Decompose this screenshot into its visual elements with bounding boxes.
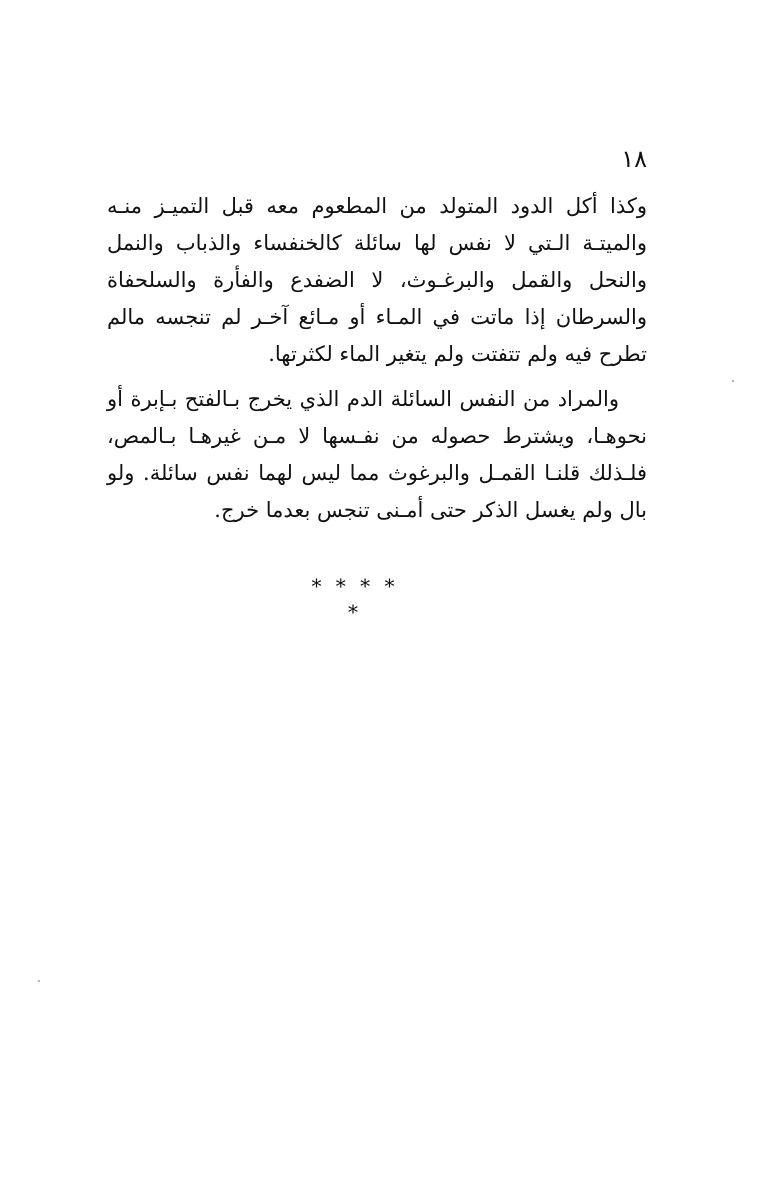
scan-speck <box>732 380 734 382</box>
scan-speck <box>38 980 40 982</box>
page-number: ١٨ <box>621 145 647 173</box>
section-separator: * * * * * <box>311 574 399 624</box>
paragraph-1: وكذا أكل الدود المتولد من المطعوم معه قبل التميـز منـه والميتـة الـتي لا نفس لها سائلة كالخنفساء والذباب والنمل والنحل والقمل والبرغـوث، لا الضفدع والفأرة والسلحفاة والسرطان إذا ماتت في المـاء أو مـائع آخـر لم تنجسه مالم تطرح فيه ولم تتفتت ولم يتغير الماء لكثرتها. <box>107 194 647 366</box>
paragraph-2: والمراد من النفس السائلة الدم الذي يخرج بـالفتح بـإبرة أو نحوهـا، ويشترط حصوله من نفـسها لا مـن غيرهـا بـالمص، فلـذلك قلنـا القمـل والبرغوث مما ليس لهما نفس سائلة. ولو بال ولم يغسل الذكر حتى أمـنى تنجس بعدما خرج. <box>107 387 647 522</box>
body-text <box>107 188 647 529</box>
